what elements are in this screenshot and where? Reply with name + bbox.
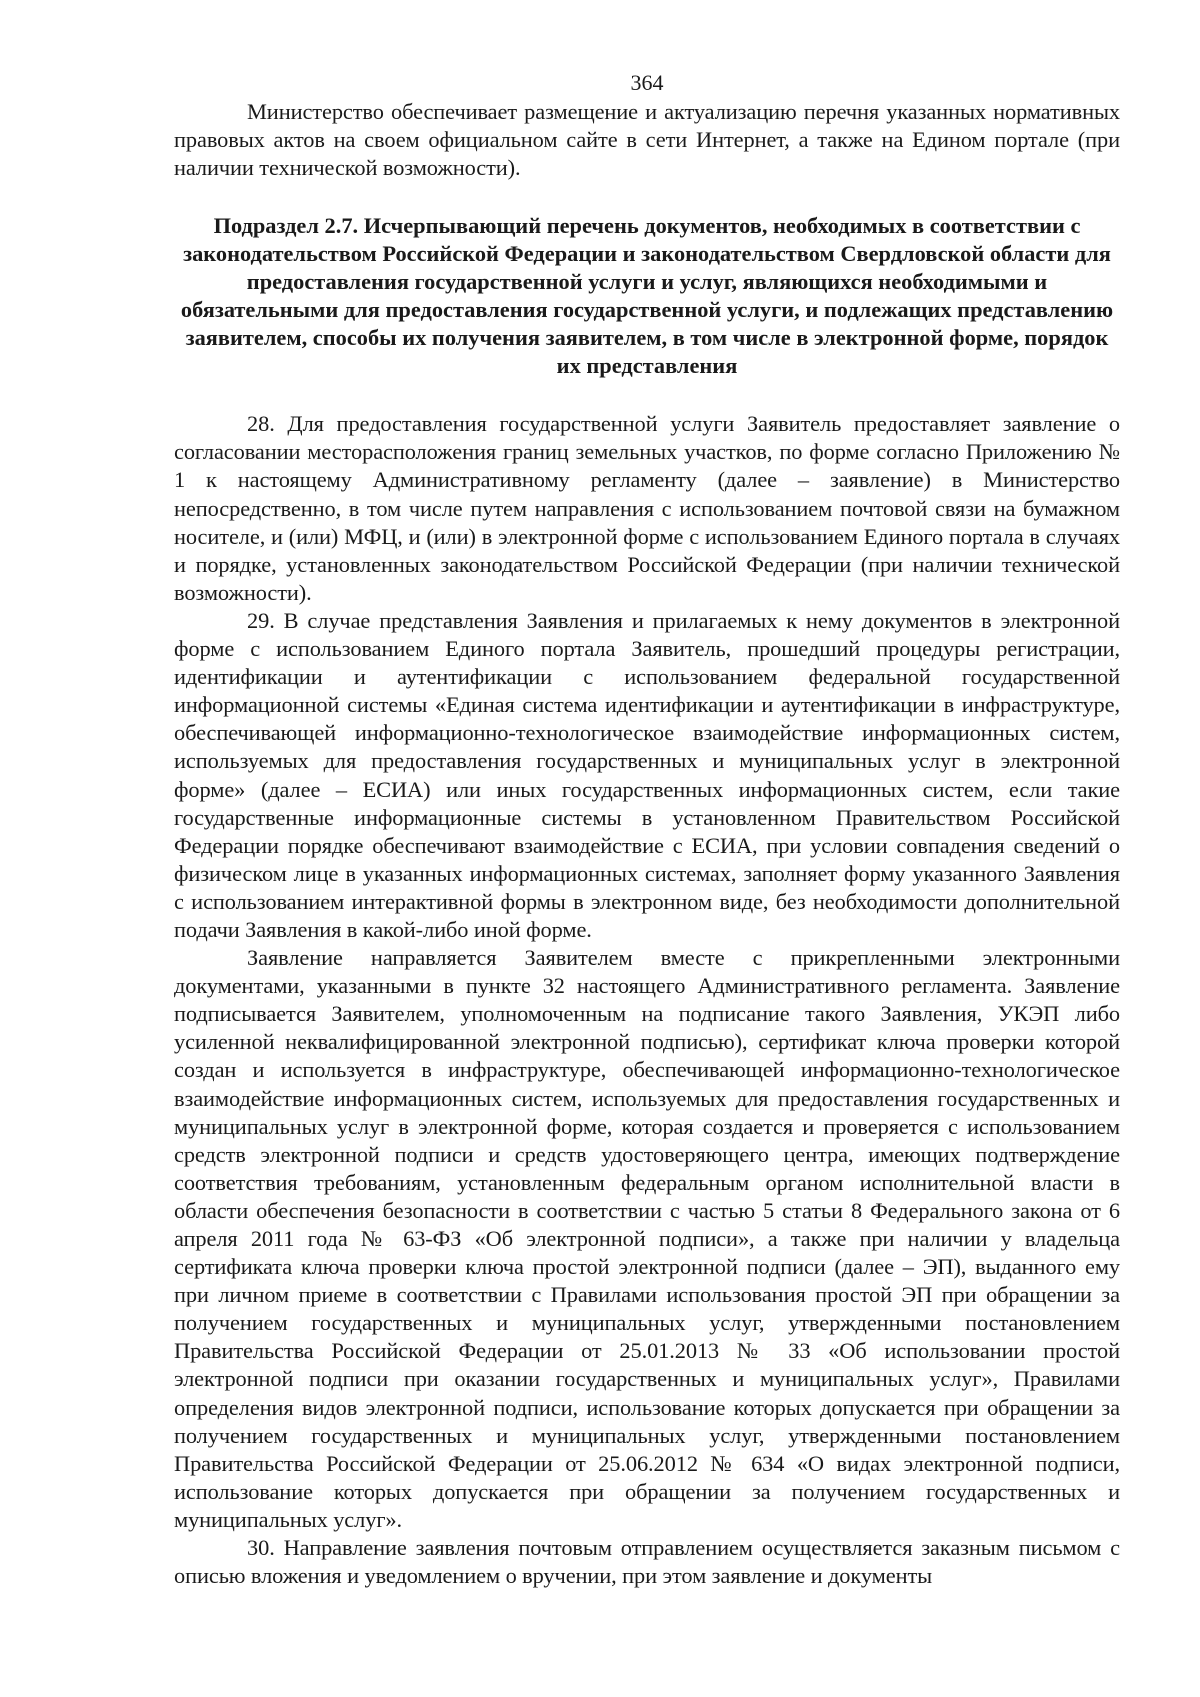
section-heading: Подраздел 2.7. Исчерпывающий перечень документов, необходимых в соответствии с законодательством Российской Федерации и законодательством Свердловской области для предоставления государственной услуги и услуг, являющихся необходимыми и обязательными для предоставления государственной услуги, и подлежащих представлению заявителем, способы их получения заявителем, в том числе в электронной форме, порядок их представления [180,213,1114,379]
document-page [174,70,1120,1590]
page-number: 364 [630,70,664,95]
paragraph-30: 30. Направление заявления почтовым отправлением осуществляется заказным письмом с описью вложения и уведомлением о вручении, при этом заявление и документы [174,1535,1120,1589]
paragraph-29-continued: Заявление направляется Заявителем вместе с прикрепленными электронными документами, указанными в пункте 32 настоящего Административного регламента. Заявление подписывается Заявителем, уполномоченным на подписание такого Заявления, УКЭП либо усиленной неквалифицированной электронной подписью), сертификат ключа проверки которой создан и используется в инфраструктуре, обеспечивающей информационно-технологическое взаимодействие информационных систем, используемых для предоставления государственных и муниципальных услуг в электронной форме, которая создается и проверяется с использованием средств электронной подписи и средств удостоверяющего центра, имеющих подтверждение соответствия требованиям, установленным федеральным органом исполнительной власти в области обеспечения безопасности в соответствии с частью 5 статьи 8 Федерального закона от 6 апреля 2011 года № 63-ФЗ «Об электронной подписи», а также при наличии у владельца сертификата ключа проверки ключа простой электронной подписи (далее – ЭП), выданного ему при личном приеме в соответствии с Правилами использования простой ЭП при обращении за получением государственных и муниципальных услуг, утвержденными постановлением Правительства Российской Федерации от 25.01.2013 № 33 «Об использовании простой электронной подписи при оказании государственных и муниципальных услуг», Правилами определения видов электронной подписи, использование которых допускается при обращении за получением государственных и муниципальных услуг, утвержденными постановлением Правительства Российской Федерации от 25.06.2012 № 634 «О видах электронной подписи, использование которых допускается при обращении за получением государственных и муниципальных услуг». [174,945,1120,1532]
paragraph-29: 29. В случае представления Заявления и прилагаемых к нему документов в электронной форме с использованием Единого портала Заявитель, прошедший процедуры регистрации, идентификации и аутентификации с использованием федеральной государственной информационной системы «Единая система идентификации и аутентификации в инфраструктуре, обеспечивающей информационно-технологическое взаимодействие информационных систем, используемых для предоставления государственных и муниципальных услуг в электронной форме» (далее – ЕСИА) или иных государственных информационных систем, если такие государственные информационные системы в установленном Правительством Российской Федерации порядке обеспечивают взаимодействие с ЕСИА, при условии совпадения сведений о физическом лице в указанных информационных системах, заполняет форму указанного Заявления с использованием интерактивной формы в электронном виде, без необходимости дополнительной подачи Заявления в какой-либо иной форме. [174,607,1120,942]
intro-paragraph: Министерство обеспечивает размещение и актуализацию перечня указанных нормативных правовых актов на своем официальном сайте в сети Интернет, а также на Едином портале (при наличии технической возможности). [174,99,1120,181]
paragraph-28: 28. Для предоставления государственной услуги Заявитель предоставляет заявление о согласовании месторасположения границ земельных участков, по форме согласно Приложению № 1 к настоящему Административному регламенту (далее – заявление) в Министерство непосредственно, в том числе путем направления с использованием почтовой связи на бумажном носителе, и (или) МФЦ, и (или) в электронной форме с использованием Единого портала в случаях и порядке, установленных законодательством Российской Федерации (при наличии технической возможности). [174,411,1120,605]
